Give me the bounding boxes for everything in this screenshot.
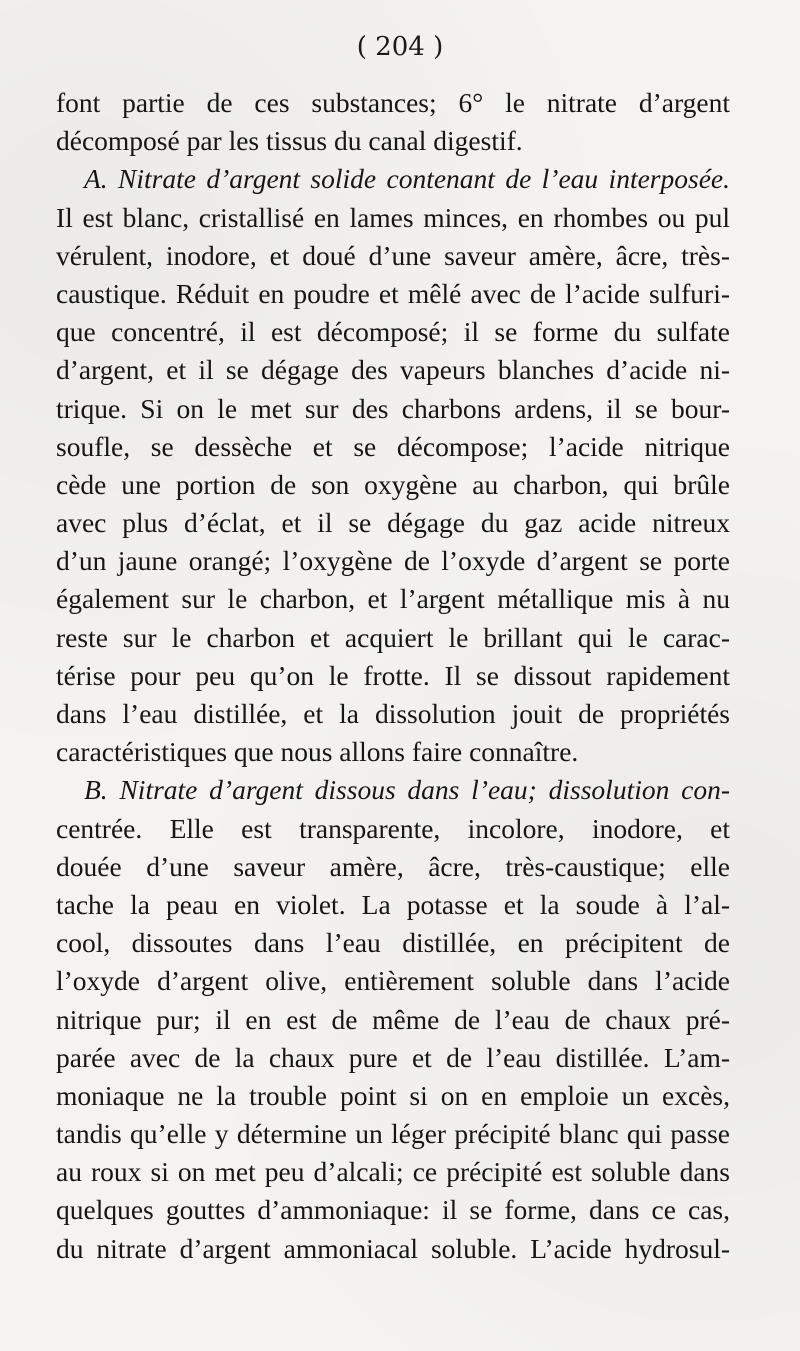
text-line: également sur le charbon, et l’argent métallique mis à nu <box>56 583 730 615</box>
text-line: que concentré, il est décomposé; il se forme du sulfate <box>56 316 730 348</box>
text-line: nitrique pur; il en est de même de l’eau de chaux pré- <box>56 1003 730 1035</box>
text-line: caustique. Réduit en poudre et mêlé avec de l’acide sulfuri- <box>56 277 730 309</box>
text-line: font partie de ces substances; 6° le nitrate d’argent <box>56 87 730 118</box>
text-line: d’un jaune orangé; l’oxygène de l’oxyde d’argent se porte <box>56 545 730 577</box>
text-line: moniaque ne la trouble point si on en emploie un excès, <box>56 1079 730 1111</box>
section-heading-b: B. Nitrate d’argent dissous dans l’eau; dissolution con- <box>84 774 730 806</box>
text-line: tandis qu’elle y détermine un léger précipité blanc qui passe <box>56 1118 730 1150</box>
text-line: cède une portion de son oxygène au charbon, qui brûle <box>56 468 730 500</box>
text-line: caractéristiques que nous allons faire connaître. <box>56 736 579 768</box>
text-line: l’oxyde d’argent olive, entièrement soluble dans l’acide <box>56 965 730 997</box>
text-line: parée avec de la chaux pure et de l’eau distillée. L’am- <box>56 1041 730 1073</box>
section-heading-a: A. Nitrate d’argent solide contenant de l’eau interposée. <box>84 163 730 195</box>
text-line: vérulent, inodore, et doué d’une saveur amère, âcre, très- <box>56 239 730 271</box>
text-line: tache la peau en violet. La potasse et la soude à l’al- <box>56 888 730 920</box>
text-line: soufle, se dessèche et se décompose; l’acide nitrique <box>56 430 730 462</box>
text-line: Il est blanc, cristallisé en lames minces, en rhombes ou pul <box>56 201 730 233</box>
body-text <box>56 84 730 1268</box>
text-line: d’argent, et il se dégage des vapeurs blanches d’acide ni- <box>56 354 730 386</box>
page-number: ( 204 ) <box>356 32 444 62</box>
text-line: trique. Si on le met sur des charbons ardens, il se bour- <box>56 392 730 424</box>
text-line: du nitrate d’argent ammoniacal soluble. L’acide hydrosul- <box>56 1232 730 1264</box>
text-line: quelques gouttes d’ammoniaque: il se forme, dans ce cas, <box>56 1194 730 1226</box>
text-line: douée d’une saveur amère, âcre, très-caustique; elle <box>56 850 730 882</box>
text-line: reste sur le charbon et acquiert le brillant qui le carac- <box>56 621 730 653</box>
text-line: dans l’eau distillée, et la dissolution jouit de propriétés <box>56 698 730 729</box>
text-line: térise pour peu qu’on le frotte. Il se dissout rapidement <box>56 659 730 691</box>
text-line: cool, dissoutes dans l’eau distillée, en précipitent de <box>56 927 730 959</box>
text-line: au roux si on met peu d’alcali; ce précipité est soluble dans <box>56 1156 730 1188</box>
text-line: avec plus d’éclat, et il se dégage du gaz acide nitreux <box>56 507 730 539</box>
text-line: décomposé par les tissus du canal digestif. <box>56 125 523 157</box>
text-line: centrée. Elle est transparente, incolore, inodore, et <box>56 812 730 844</box>
